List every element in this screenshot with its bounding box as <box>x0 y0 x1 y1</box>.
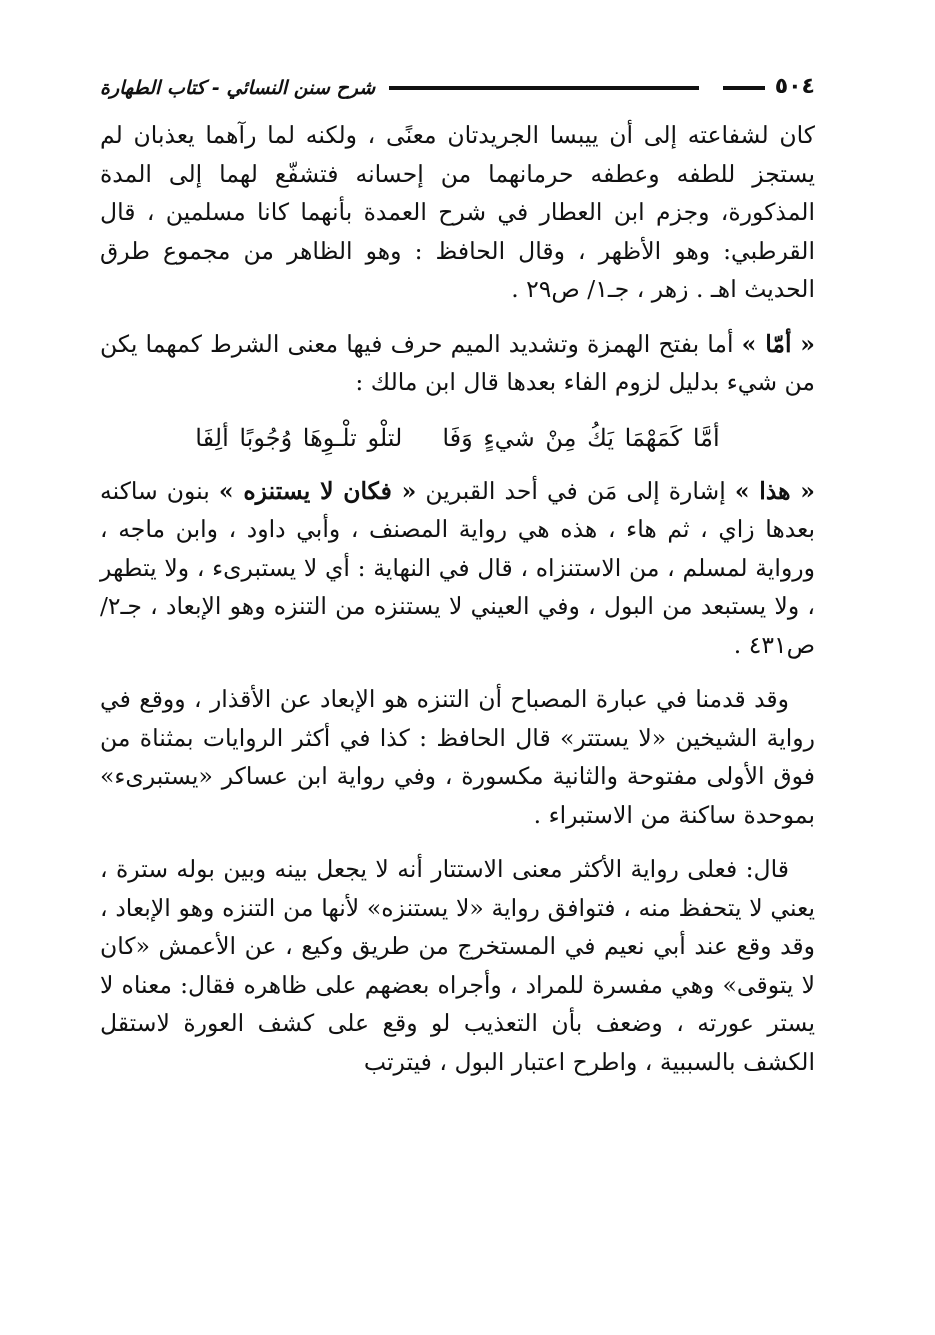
header-rule-left <box>389 86 699 90</box>
verse-second-hemistich: لتلْو تلْـوِهَا وُجُوبًا ألِفَا <box>195 423 403 452</box>
running-title: شرح سنن النسائي - كتاب الطهارة <box>100 77 376 99</box>
paragraph-1: كان لشفاعته إلى أن ييبسا الجريدتان معنًى ، ولكنه لما رآهما يعذبان لم يستجز للطفه وعطفه حرمانهما من إحسانه فتشفّع لهما إلى المدة المذكورة، وجزم ابن العطار في شرح العمدة بأنهما كانا مسلمين ، قال القرطبي: وهو الأظهر ، وقال الحافظ : وهو الظاهر من مجموع طرق الحديث اهـ . زهر ، جـ١/ ص٢٩ . <box>100 121 815 303</box>
header-rule-right <box>723 86 765 90</box>
paragraph-qala: قال: فعلى رواية الأكثر معنى الاستتار أنه لا يجعل بينه وبين بوله سترة ، يعني لا يتحفظ منه ، فتوافق رواية «لا يستنزه» لأنها من التنزه وهو الإبعاد ، وقد وقع عند أبي نعيم في المستخرج من طريق وكيع ، عن الأعمش «كان لا يتوقى» وهي مفسرة للمراد ، وأجراه بعضهم على ظاهره فقال: معناه لا يستر عورته ، وضعف بأن التعذيب لو وقع على كشف العورة لاستقل الكشف بالسببية ، واطرح اعتبار البول ، فيترتب <box>100 855 815 1076</box>
keyword-yastanzih: « فكان لا يستنزه » <box>218 476 417 505</box>
paragraph-hadha-text-2: بنون ساكنه بعدها زاي ، ثم هاء ، هذه هي رواية المصنف ، وأبي داود ، وابن ماجه ، ورواية لمسلم ، من الاستنزاه ، قال في النهاية : أي لا يستبرىء ، ولا يتطهر ، ولا يستبعد من البول ، وفي العيني لا يستنزه من التنزه وهو الإبعاد ، جـ٢/ ص٤٣١ . <box>100 476 815 659</box>
verse-first-hemistich: أمَّا كَمَهْمَا يَكُ مِنْ شيءٍ وَفَا <box>442 423 720 452</box>
paragraph-misbah: وقد قدمنا في عبارة المصباح أن التنزه هو الإبعاد عن الأقذار ، ووقع في رواية الشيخين «لا يستتر» قال الحافظ : كذا في أكثر الروايات بمثناة من فوق الأولى مفتوحة والثانية مكسورة ، وفي رواية ابن عساكر «يستبرىء» بموحدة ساكنة من الاستبراء . <box>100 685 815 829</box>
paragraph-amma-text: أما بفتح الهمزة وتشديد الميم حرف فيها معنى الشرط كمهما يكن من شيء بدليل لزوم الفاء بعدها قال ابن مالك : <box>100 329 815 396</box>
page-header <box>100 62 815 98</box>
book-page <box>100 62 815 1097</box>
paragraph-hadha-text-1: إشارة إلى مَن في أحد القبرين <box>416 476 735 505</box>
paragraph-hadha <box>100 472 815 665</box>
keyword-amma: « أمّا » <box>741 329 815 358</box>
keyword-hadha: « هذا » <box>734 476 815 505</box>
page-number: ٥٠٤ <box>774 74 815 99</box>
page-body <box>100 116 815 1081</box>
poetry-verse <box>100 418 815 458</box>
paragraph-amma <box>100 325 815 402</box>
